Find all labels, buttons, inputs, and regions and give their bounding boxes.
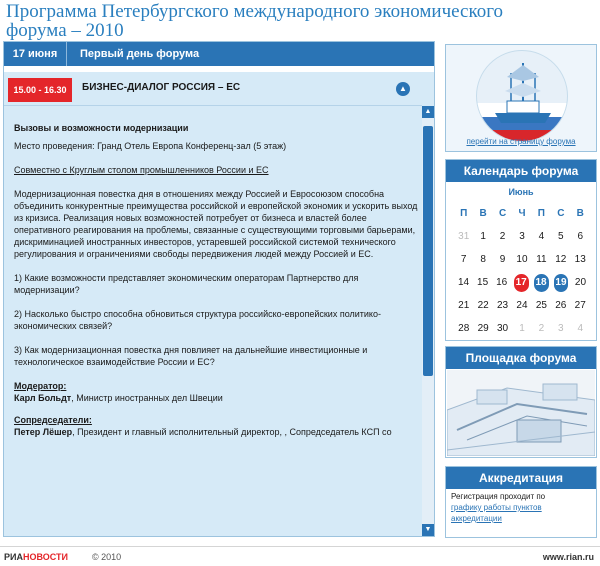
site-link[interactable]: www.rian.ru	[542, 552, 594, 562]
accreditation-heading: Аккредитация	[446, 467, 596, 489]
calendar-day: 6	[577, 231, 584, 242]
calendar-day: 9	[499, 254, 506, 265]
calendar	[445, 159, 597, 341]
calendar-day: 14	[457, 277, 470, 288]
copyright: © 2010	[92, 552, 122, 562]
session-venue: Место проведения: Гранд Отель Европа Конференц-зал (5 этаж)	[14, 141, 287, 151]
question-3: 3) Как модернизационная повестка дня повлияет на дальнейшие инвестиционные и технологическое взаимодействие России и ЕС?	[14, 345, 368, 367]
session-time-badge: 15.00 - 16.30	[8, 78, 72, 102]
comoderator-name: Петер Лёшер	[14, 427, 73, 437]
calendar-day: 29	[477, 323, 489, 334]
weekday: С	[557, 208, 565, 219]
calendar-day: 25	[535, 300, 547, 311]
weekday: С	[498, 208, 507, 219]
weekday: П	[537, 208, 545, 219]
ria-logo-a: РИА	[4, 552, 23, 562]
comoderator-role: , Президент и главный исполнительный директор, , Сопредседатель КСП со	[72, 427, 392, 437]
session-body	[14, 122, 418, 528]
week-row	[454, 319, 590, 342]
forum-logo-box	[445, 44, 597, 152]
calendar-day: 4	[538, 231, 545, 242]
week-row	[454, 296, 590, 319]
calendar-day: 20	[574, 277, 587, 288]
moderator-label: Модератор:	[14, 381, 67, 391]
question-1: 1) Какие возможности представляет экономическим операторам Партнерство для модернизации?	[14, 273, 359, 295]
calendar-day: 24	[516, 300, 528, 311]
calendar-day: 28	[458, 323, 470, 334]
day-header	[4, 42, 434, 66]
session-card	[4, 72, 434, 536]
session-joint: Совместно с Круглым столом промышленников России и ЕС	[14, 165, 269, 175]
calendar-day: 27	[574, 300, 586, 311]
venue-map-icon	[447, 370, 595, 456]
moderator-role: , Министр иностранных дел Швеции	[71, 393, 223, 403]
weekday-row	[454, 204, 590, 227]
calendar-day: 22	[477, 300, 489, 311]
calendar-day: 1	[480, 231, 486, 242]
session-description: Модернизационная повестка дня в отношениях между Россией и Евросоюзом способна объединить конкурентные преимущества российской и европейской экономик и ускорить выход из кризиса. Реализация новых возможностей потребует от бизнеса и властей более оперативного реагирования на проблемы, связанные с существующими торговыми барьерами, дискриминацией иностранных инвесторов, устаревшей российской системой технического регулирования и ограничениями свободы передвижения людей между Россией и ЕС.	[14, 189, 418, 259]
question-2: 2) Насколько быстро способна обновиться структура российско-европейских политико-экономических связей?	[14, 309, 381, 331]
accreditation-info	[451, 491, 591, 524]
calendar-day: 11	[536, 254, 547, 265]
weekday: Ч	[518, 208, 526, 219]
venue-map-heading: Площадка форума	[446, 347, 596, 369]
calendar-day: 4	[577, 323, 584, 334]
calendar-day: 10	[516, 254, 528, 265]
calendar-day: 23	[496, 300, 509, 311]
calendar-day: 21	[458, 300, 470, 311]
weekday: В	[479, 208, 487, 219]
accreditation-text: Регистрация проходит по	[451, 492, 546, 501]
venue-map-box	[445, 346, 597, 458]
week-row	[454, 273, 590, 296]
ship-emblem-icon	[477, 51, 568, 142]
calendar-day: 7	[460, 254, 467, 265]
comoderators-label: Сопредседатели:	[14, 415, 92, 425]
calendar-day-forum[interactable]: 18	[534, 274, 549, 292]
week-row	[454, 227, 590, 250]
calendar-day: 8	[480, 254, 486, 265]
calendar-heading: Календарь форума	[446, 160, 596, 182]
program-panel	[3, 41, 435, 537]
ria-logo	[4, 552, 68, 562]
venue-map[interactable]	[447, 370, 595, 456]
session-heading: Вызовы и возможности модернизации	[14, 123, 189, 133]
weekday: В	[576, 208, 584, 219]
footer	[0, 546, 600, 566]
scroll-down-icon[interactable]: ▼	[422, 524, 434, 536]
calendar-month: Июнь	[508, 187, 534, 197]
calendar-day: 2	[538, 323, 545, 334]
calendar-day: 16	[496, 277, 508, 288]
calendar-day: 30	[496, 323, 509, 334]
calendar-day: 1	[519, 323, 525, 334]
session-title: БИЗНЕС-ДИАЛОГ РОССИЯ – ЕС	[82, 82, 241, 93]
calendar-day: 5	[558, 231, 564, 242]
calendar-grid	[454, 204, 590, 342]
calendar-day-forum[interactable]: 19	[554, 274, 569, 292]
accreditation-box	[445, 466, 597, 538]
calendar-day: 3	[519, 231, 525, 242]
scrollbar[interactable]	[422, 106, 434, 536]
weekday: П	[460, 208, 468, 219]
calendar-day: 3	[558, 323, 564, 334]
page-title: Программа Петербургского международного экономического форума – 2010	[6, 1, 504, 41]
calendar-day: 12	[555, 254, 567, 265]
collapse-icon[interactable]: ▲	[396, 82, 410, 96]
week-row	[454, 250, 590, 273]
forum-page-link[interactable]: перейти на страницу форума	[466, 137, 576, 146]
session-header[interactable]	[4, 72, 422, 106]
scroll-up-icon[interactable]: ▲	[422, 106, 434, 118]
calendar-day: 31	[458, 231, 470, 242]
moderator-name: Карл Больдт	[14, 393, 72, 403]
day-name: Первый день форума	[80, 48, 200, 60]
scroll-thumb[interactable]	[423, 126, 433, 376]
day-date-tab[interactable]: 17 июня	[4, 42, 67, 66]
ria-logo-b: НОВОСТИ	[22, 552, 69, 562]
forum-logo[interactable]	[476, 50, 568, 142]
calendar-day-selected[interactable]: 17	[514, 274, 529, 292]
calendar-day: 13	[574, 254, 586, 265]
calendar-day: 15	[477, 277, 489, 288]
accreditation-link[interactable]: графику работы пунктов аккредитации	[451, 503, 542, 523]
calendar-day: 2	[499, 231, 506, 242]
calendar-day: 26	[555, 300, 567, 311]
